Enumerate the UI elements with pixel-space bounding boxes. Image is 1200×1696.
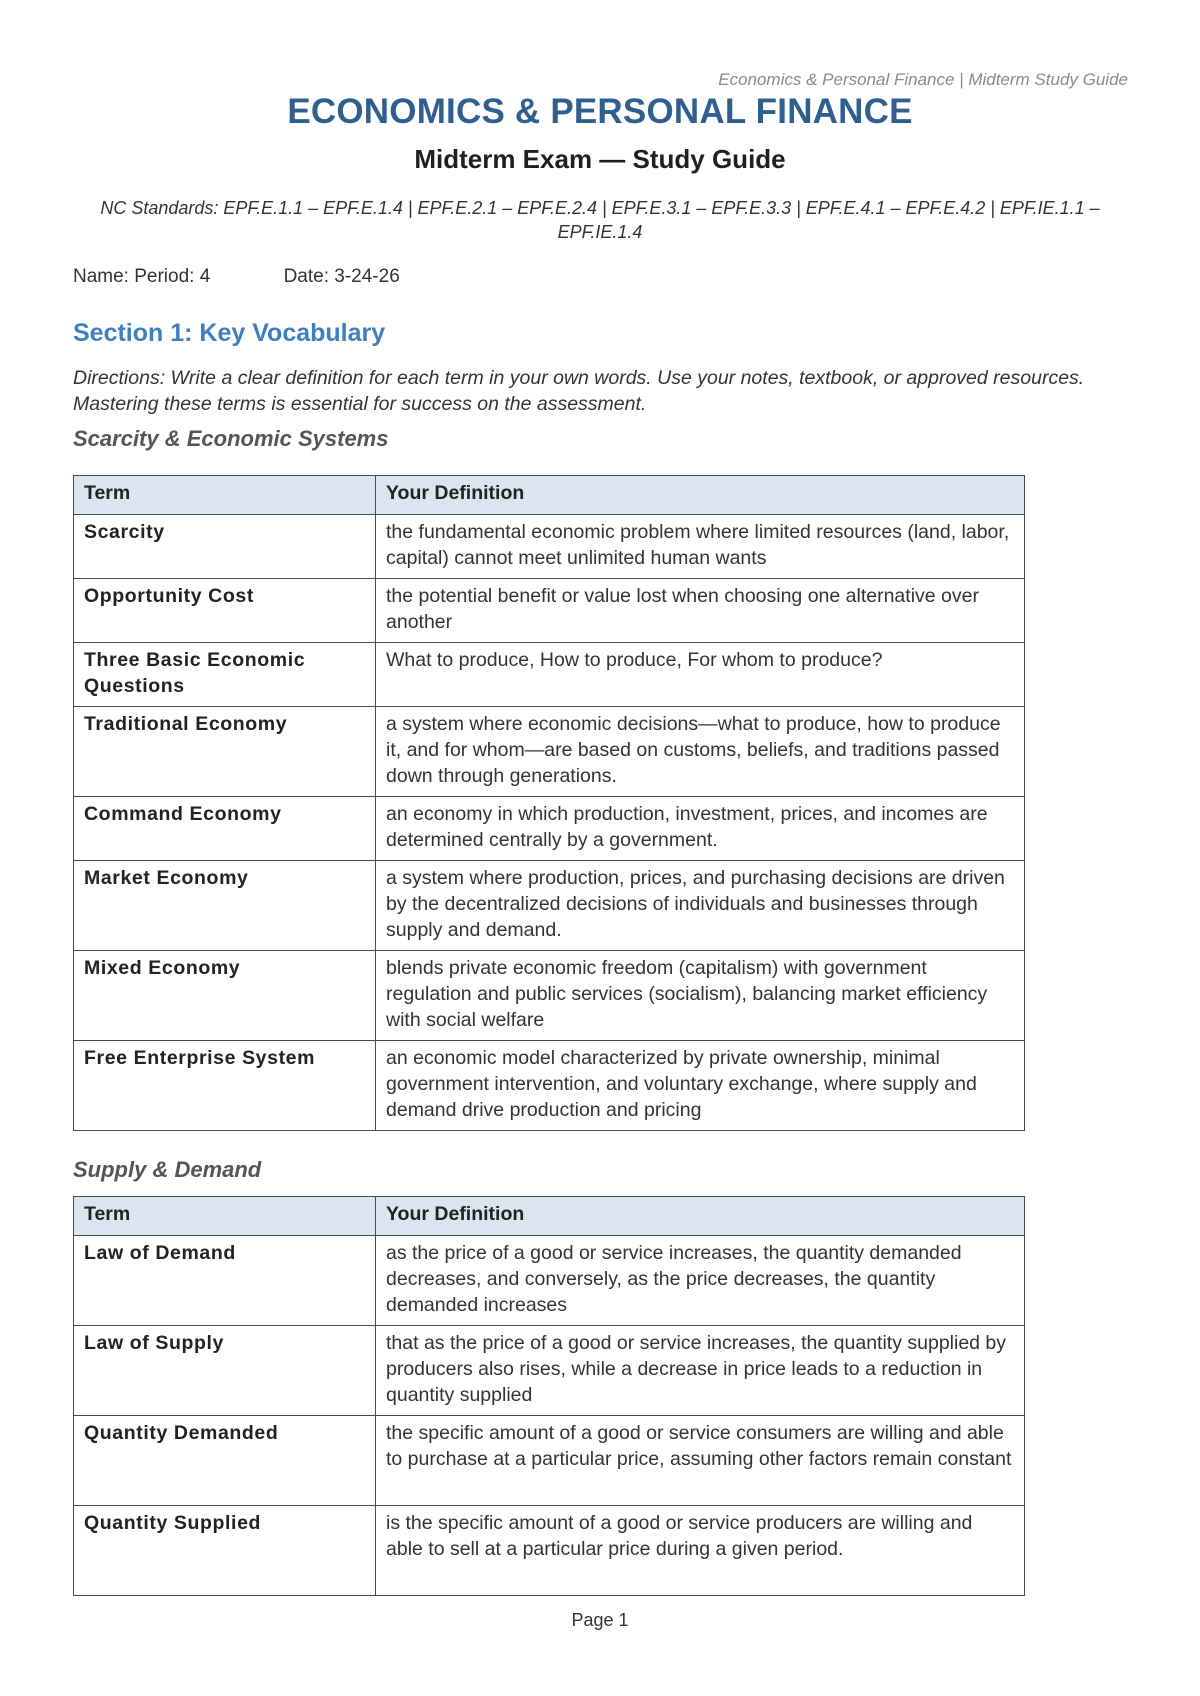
section-heading: Section 1: Key Vocabulary <box>73 319 386 347</box>
column-header-definition: Your Definition <box>376 476 1025 515</box>
running-header: Economics & Personal Finance | Midterm Study Guide <box>718 70 1128 89</box>
table-row <box>74 1236 1025 1326</box>
document-title: ECONOMICS & PERSONAL FINANCE <box>287 92 913 131</box>
term-cell: Quantity Demanded <box>74 1416 376 1506</box>
page-number: Page 1 <box>571 1610 629 1630</box>
table-header-row <box>74 476 1025 515</box>
column-header-term: Term <box>74 476 376 515</box>
table-header-row <box>74 1197 1025 1236</box>
standards-line: NC Standards: EPF.E.1.1 – EPF.E.1.4 | EPF.E.2.1 – EPF.E.2.4 | EPF.E.3.1 – EPF.E.3.3 | EPF.E.4.1 – EPF.E.4.2 | EPF.IE.1.1 – EPF.IE.1.4 <box>100 198 1100 242</box>
date-field: Date: 3-24-26 <box>283 266 400 287</box>
definition-cell[interactable]: an economic model characterized by private ownership, minimal government intervention, and voluntary exchange, where supply and demand drive production and pricing <box>376 1041 1025 1131</box>
table-row <box>74 579 1025 643</box>
table-row <box>74 1416 1025 1506</box>
term-cell: Free Enterprise System <box>74 1041 376 1131</box>
table-row <box>74 515 1025 579</box>
term-cell: Law of Demand <box>74 1236 376 1326</box>
definition-cell[interactable]: the fundamental economic problem where limited resources (land, labor, capital) cannot meet unlimited human wants <box>376 515 1025 579</box>
column-header-definition: Your Definition <box>376 1197 1025 1236</box>
table-row <box>74 1326 1025 1416</box>
term-cell: Opportunity Cost <box>74 579 376 643</box>
table-row <box>74 643 1025 707</box>
table-row <box>74 1041 1025 1131</box>
term-cell: Mixed Economy <box>74 951 376 1041</box>
term-cell: Three Basic Economic Questions <box>74 643 376 707</box>
definition-cell[interactable]: a system where production, prices, and purchasing decisions are driven by the decentralized decisions of individuals and businesses through supply and demand. <box>376 861 1025 951</box>
definition-cell[interactable]: that as the price of a good or service increases, the quantity supplied by producers also rises, while a decrease in price leads to a reduction in quantity supplied <box>376 1326 1025 1416</box>
definition-cell[interactable]: the specific amount of a good or service consumers are willing and able to purchase at a particular price, assuming other factors remain constant <box>376 1416 1025 1506</box>
definition-cell[interactable]: What to produce, How to produce, For whom to produce? <box>376 643 1025 707</box>
term-cell: Traditional Economy <box>74 707 376 797</box>
definition-cell[interactable]: blends private economic freedom (capitalism) with government regulation and public services (socialism), balancing market efficiency with social welfare <box>376 951 1025 1041</box>
student-info-line <box>73 266 400 288</box>
subsection-title-scarcity: Scarcity & Economic Systems <box>73 426 389 451</box>
table-row <box>74 707 1025 797</box>
definition-cell[interactable]: the potential benefit or value lost when choosing one alternative over another <box>376 579 1025 643</box>
definition-cell[interactable]: a system where economic decisions—what to produce, how to produce it, and for whom—are based on customs, beliefs, and traditions passed down through generations. <box>376 707 1025 797</box>
column-header-term: Term <box>74 1197 376 1236</box>
directions-text: Directions: Write a clear definition for each term in your own words. Use your notes, textbook, or approved resources. Mastering these terms is essential for success on the assessment. <box>73 367 1085 415</box>
document-subtitle: Midterm Exam — Study Guide <box>414 144 786 174</box>
term-cell: Quantity Supplied <box>74 1506 376 1596</box>
term-cell: Command Economy <box>74 797 376 861</box>
table-row <box>74 861 1025 951</box>
definition-cell[interactable]: is the specific amount of a good or service producers are willing and able to sell at a particular price during a given period. <box>376 1506 1025 1596</box>
term-cell: Market Economy <box>74 861 376 951</box>
definition-cell[interactable]: an economy in which production, investment, prices, and incomes are determined centrally by a government. <box>376 797 1025 861</box>
term-cell: Law of Supply <box>74 1326 376 1416</box>
subsection-title-supply-demand: Supply & Demand <box>73 1157 262 1182</box>
table-row <box>74 1506 1025 1596</box>
table-row <box>74 797 1025 861</box>
term-cell: Scarcity <box>74 515 376 579</box>
name-period-field: Name: Period: 4 <box>73 266 211 287</box>
definition-cell[interactable]: as the price of a good or service increases, the quantity demanded decreases, and conversely, as the price decreases, the quantity demanded increases <box>376 1236 1025 1326</box>
vocab-table-supply-demand <box>73 1196 1025 1596</box>
table-row <box>74 951 1025 1041</box>
vocab-table-scarcity <box>73 475 1025 1131</box>
